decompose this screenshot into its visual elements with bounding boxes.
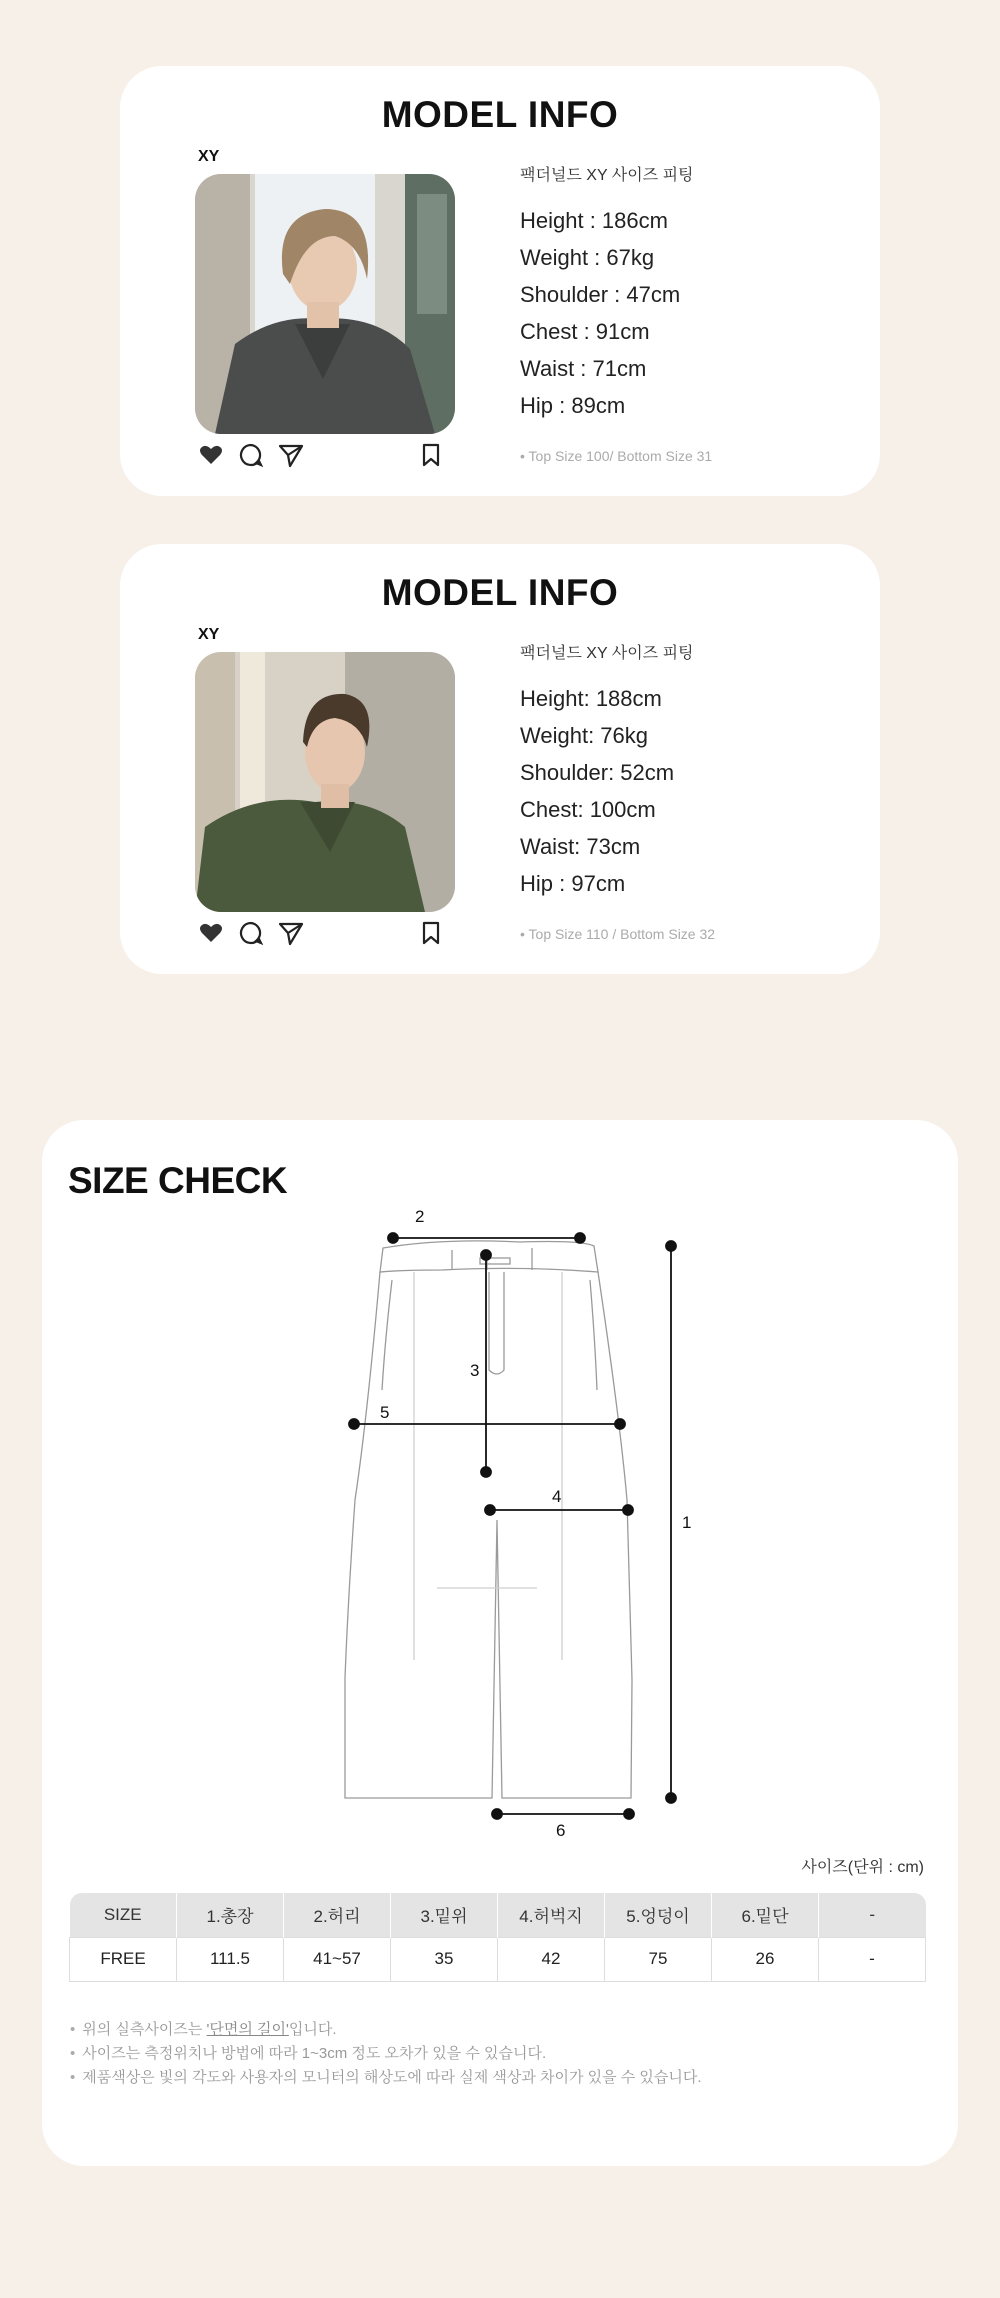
diagram-label-6: 6 [556,1821,566,1840]
note-item: • 사이즈는 측정위치나 방법에 따라 1~3cm 정도 오차가 있을 수 있습니다. [70,2042,702,2066]
model-info-card [120,66,880,496]
stat-weight: Weight : 67kg [520,245,655,270]
heart-icon[interactable] [198,920,224,946]
photo-actions [198,442,456,472]
stat-height: Height : 186cm [520,208,668,233]
column-header: 1.총장 [177,1893,284,1937]
diagram-label-1: 1 [682,1513,692,1532]
pants-diagram [42,1120,958,1840]
stat-shoulder: Shoulder : 47cm [520,282,681,307]
fitting-title: 팩더널드 XY 사이즈 피팅 [520,167,694,184]
size-check-title: SIZE CHECK [68,1160,288,1201]
fitting-title: 팩더널드 XY 사이즈 피팅 [520,645,694,662]
send-icon[interactable] [278,442,304,468]
measure-point [624,1809,634,1819]
note-text: 입니다. [288,2021,337,2038]
photo-actions [198,920,456,950]
model-photo [195,652,455,912]
model-tag: XY [198,148,220,165]
model-photo [195,174,455,434]
table-cell: 26 [712,1937,819,1981]
note-emphasis: '단면의 길이' [206,2021,289,2038]
column-header: 2.허리 [284,1893,391,1937]
column-header: 5.엉덩이 [605,1893,712,1937]
diagram-label-4: 4 [552,1487,562,1506]
heart-icon[interactable] [198,442,224,468]
table-cell: 42 [498,1937,605,1981]
pants-outline [345,1241,632,1798]
send-icon[interactable] [278,920,304,946]
model-info-title: MODEL INFO [381,94,619,135]
bookmark-icon[interactable] [418,442,444,468]
measure-point [481,1250,491,1260]
diagram-label-5: 5 [380,1403,390,1422]
table-cell: 41~57 [284,1937,391,1981]
measure-point [623,1505,633,1515]
table-cell: 35 [391,1937,498,1981]
measure-point [388,1233,398,1243]
model-stats [520,202,680,424]
table-cell: - [819,1937,926,1981]
comment-icon[interactable] [238,442,264,468]
measure-point [615,1419,625,1429]
column-header: 4.허벅지 [498,1893,605,1937]
comment-icon[interactable] [238,920,264,946]
stat-chest: Chest: 100cm [520,797,656,822]
stat-waist: Waist : 71cm [520,356,647,381]
measure-point [485,1505,495,1515]
measure-point [492,1809,502,1819]
table-row [70,1937,926,1981]
bookmark-icon[interactable] [418,920,444,946]
table-cell: FREE [70,1937,177,1981]
stat-weight: Weight: 76kg [520,723,649,748]
stat-chest: Chest : 91cm [520,319,650,344]
stat-shoulder: Shoulder: 52cm [520,760,675,785]
note-item: • 제품색상은 빛의 각도와 사용자의 모니터의 해상도에 따라 실제 색상과 차이가 있을 수 있습니다. [70,2066,702,2090]
measure-point [481,1467,491,1477]
measure-point [666,1793,676,1803]
size-notes [70,2018,702,2090]
stat-height: Height: 188cm [520,686,662,711]
size-note: • Top Size 110 / Bottom Size 32 [520,926,716,942]
diagram-label-2: 2 [415,1207,425,1226]
size-check-card [42,1120,958,2166]
table-cell: 75 [605,1937,712,1981]
measurement-lines [349,1233,676,1819]
size-table [69,1893,926,1982]
stat-hip: Hip : 89cm [520,393,626,418]
stat-waist: Waist: 73cm [520,834,641,859]
column-header: 6.밑단 [712,1893,819,1937]
column-header: SIZE [70,1893,177,1937]
measure-point [349,1419,359,1429]
size-note: • Top Size 100/ Bottom Size 31 [520,448,713,464]
model-info-title: MODEL INFO [381,572,619,613]
model-stats [520,680,674,902]
column-header: - [819,1893,926,1937]
stat-hip: Hip : 97cm [520,871,626,896]
note-item [70,2018,702,2042]
diagram-label-3: 3 [470,1361,480,1380]
size-unit: 사이즈(단위 : cm) [801,1859,924,1876]
column-header: 3.밑위 [391,1893,498,1937]
note-text: 위의 실측사이즈는 [82,2021,207,2038]
model-tag: XY [198,626,220,643]
measure-point [575,1233,585,1243]
table-header-row [70,1893,926,1937]
model-info-card [120,544,880,974]
table-cell: 111.5 [177,1937,284,1981]
measure-point [666,1241,676,1251]
